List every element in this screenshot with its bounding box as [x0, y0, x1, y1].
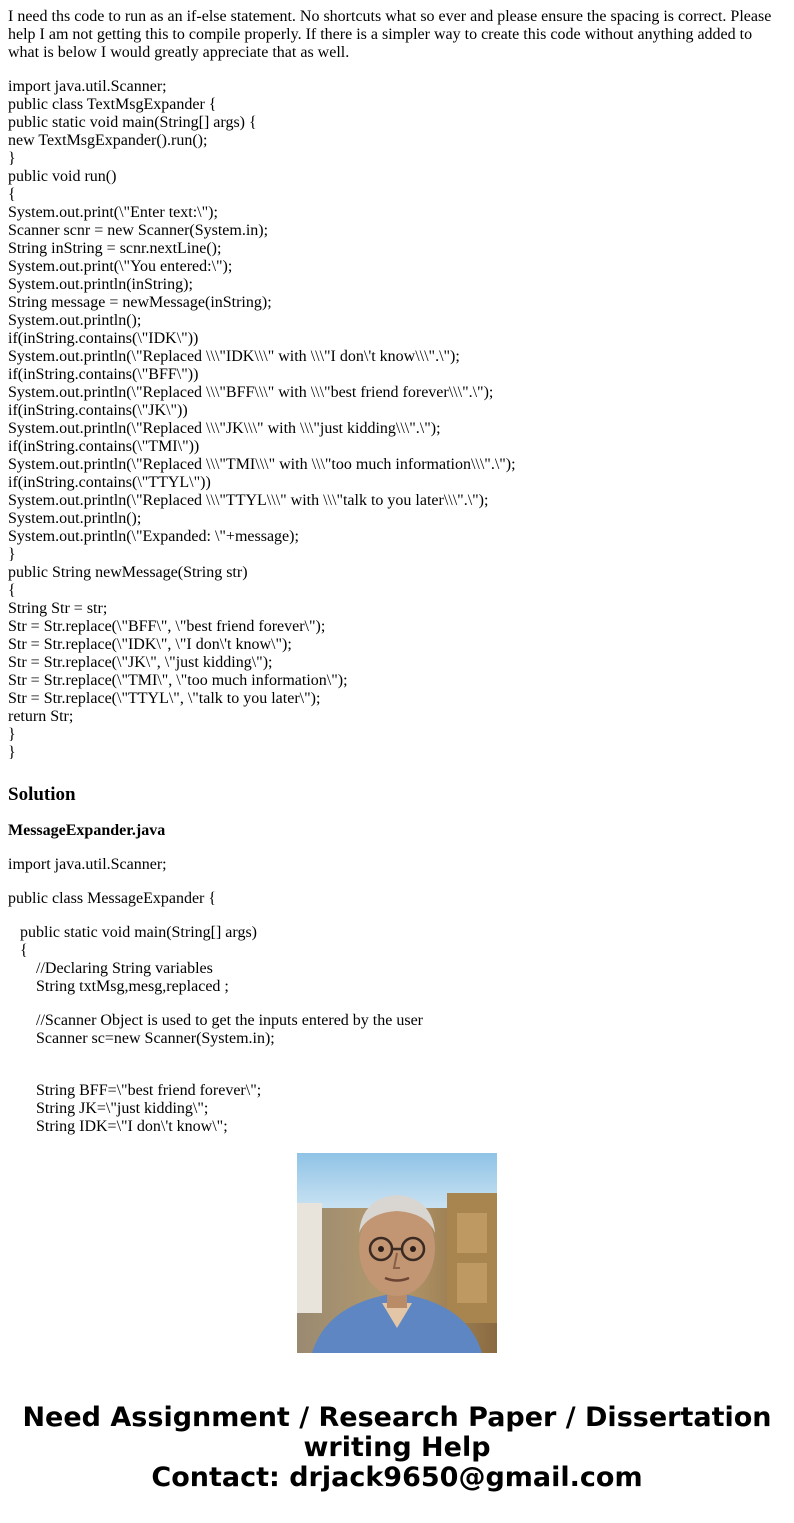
solution-code-line: {	[8, 942, 28, 959]
code-line: if(inString.contains(\"IDK\"))	[8, 330, 199, 347]
promo-contact-line: Contact: drjack9650@gmail.com	[151, 1462, 643, 1493]
code-line: {	[8, 582, 16, 599]
solution-heading: Solution	[8, 784, 76, 805]
promo-banner	[0, 1403, 794, 1493]
promo-line-1: Need Assignment / Research Paper / Dissertation	[22, 1402, 772, 1433]
code-line: import java.util.Scanner;	[8, 78, 167, 95]
blank-line	[8, 996, 786, 1012]
solution-code-line: String BFF=\"best friend forever\";	[8, 1082, 262, 1099]
code-line: }	[8, 744, 16, 761]
code-line: System.out.println(\"Replaced \\\"TTYL\\\" with \\\"talk to you later\\\".\");	[8, 492, 489, 509]
code-line: if(inString.contains(\"TTYL\"))	[8, 474, 211, 491]
code-line: public String newMessage(String str)	[8, 564, 248, 581]
blank-line	[8, 874, 786, 890]
code-line: if(inString.contains(\"JK\"))	[8, 402, 188, 419]
code-line: return Str;	[8, 708, 74, 725]
code-line: if(inString.contains(\"BFF\"))	[8, 366, 199, 383]
solution-file-name: MessageExpander.java	[8, 822, 166, 839]
code-line: System.out.println(\"Replaced \\\"IDK\\\" with \\\"I don\'t know\\\".\");	[8, 348, 460, 365]
code-line: System.out.println(inString);	[8, 276, 193, 293]
solution-code-line: Scanner sc=new Scanner(System.in);	[8, 1030, 275, 1047]
code-line: System.out.println(\"Expanded: \"+message);	[8, 528, 299, 545]
code-line: String Str = str;	[8, 600, 108, 617]
code-line: System.out.println(\"Replaced \\\"BFF\\\" with \\\"best friend forever\\\".\");	[8, 384, 494, 401]
solution-code-line: //Scanner Object is used to get the inputs entered by the user	[8, 1012, 424, 1029]
author-photo	[297, 1153, 497, 1353]
code-line: System.out.println();	[8, 312, 142, 329]
question-code-block	[8, 78, 786, 762]
code-line: Str = Str.replace(\"TMI\", \"too much information\");	[8, 672, 348, 689]
code-line: {	[8, 186, 16, 203]
code-line: if(inString.contains(\"TMI\"))	[8, 438, 200, 455]
code-line: }	[8, 150, 16, 167]
solution-code-line: //Declaring String variables	[8, 960, 213, 977]
code-line: }	[8, 726, 16, 743]
question-text: I need ths code to run as an if-else statement. No shortcuts what so ever and please ensure the spacing is correct. Please help I am not getting this to compile properly. If there is a simpler way to create this code without anything added to what is below I would greatly appreciate that as well.	[8, 8, 776, 61]
code-line: public void run()	[8, 168, 117, 185]
code-line: System.out.print(\"You entered:\");	[8, 258, 233, 275]
code-line: Str = Str.replace(\"BFF\", \"best friend forever\");	[8, 618, 326, 635]
code-line: new TextMsgExpander().run();	[8, 132, 208, 149]
solution-code-line: String IDK=\"I don\'t know\";	[8, 1118, 228, 1135]
code-line: public static void main(String[] args) {	[8, 114, 257, 131]
solution-code-line: String txtMsg,mesg,replaced ;	[8, 978, 229, 995]
solution-code-block	[8, 856, 786, 1135]
solution-code-line: import java.util.Scanner;	[8, 856, 167, 873]
page-content	[8, 8, 786, 1135]
author-photo-image	[297, 1153, 497, 1353]
code-line: System.out.println(\"Replaced \\\"JK\\\" with \\\"just kidding\\\".\");	[8, 420, 441, 437]
code-line: }	[8, 546, 16, 563]
solution-code-line: String JK=\"just kidding\";	[8, 1100, 209, 1117]
code-line: String message = newMessage(inString);	[8, 294, 272, 311]
blank-line	[8, 1048, 786, 1082]
code-line: System.out.print(\"Enter text:\");	[8, 204, 218, 221]
promo-line-2: writing Help	[303, 1432, 491, 1463]
code-line: System.out.println(\"Replaced \\\"TMI\\\" with \\\"too much information\\\".\");	[8, 456, 516, 473]
code-line: Scanner scnr = new Scanner(System.in);	[8, 222, 269, 239]
solution-code-line: public class MessageExpander {	[8, 890, 217, 907]
code-line: String inString = scnr.nextLine();	[8, 240, 222, 257]
code-line: public class TextMsgExpander {	[8, 96, 217, 113]
code-line: Str = Str.replace(\"TTYL\", \"talk to you later\");	[8, 690, 321, 707]
solution-code-line: public static void main(String[] args)	[8, 924, 257, 941]
code-line: Str = Str.replace(\"IDK\", \"I don\'t know\");	[8, 636, 292, 653]
code-line: Str = Str.replace(\"JK\", \"just kidding\");	[8, 654, 273, 671]
code-line: System.out.println();	[8, 510, 142, 527]
blank-line	[8, 908, 786, 924]
